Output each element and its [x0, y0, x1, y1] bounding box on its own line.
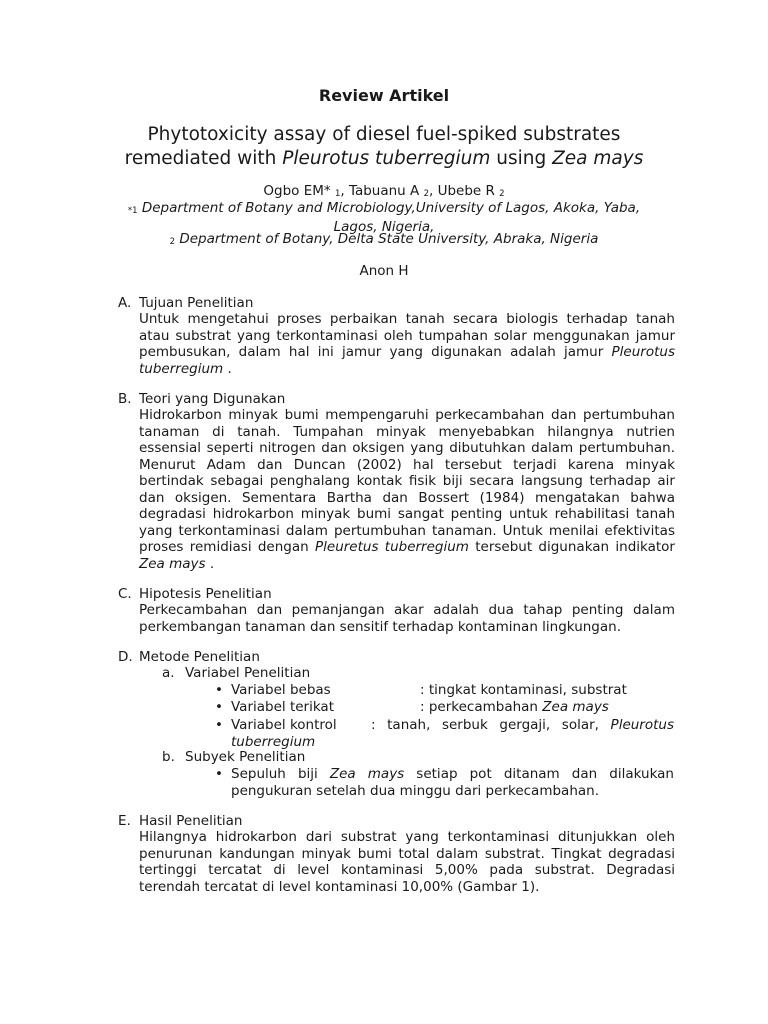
- value-word: serbuk: [441, 717, 488, 733]
- author-list: [0, 183, 768, 199]
- section-hipotesis: [118, 586, 678, 636]
- affiliation-marker: 2: [169, 237, 176, 247]
- section-letter: D.: [118, 649, 133, 665]
- subsection-heading: Subyek Penelitian: [185, 749, 306, 765]
- section-tujuan: [118, 295, 678, 375]
- species-name: Pleuretus tuberregium: [315, 539, 469, 555]
- affiliation-1-line-1: [0, 201, 768, 220]
- body-text: tersebut digunakan indikator: [468, 539, 675, 555]
- plant-name: Zea mays: [542, 699, 609, 715]
- author-name: , Ubebe R: [428, 183, 500, 199]
- body-text: Untuk mengetahui proses perbaikan tanah secara biologis terhadap tanah atau substrat yang terkontaminasi oleh tumpahan solar menggunakan jamur pembusukan, dalam hal ini jamur yang digunakan adalah jamur: [139, 311, 675, 360]
- section-body: [139, 407, 675, 572]
- variable-name: Variabel kontrol: [231, 717, 337, 733]
- bullet-icon: •: [215, 699, 223, 715]
- section-hasil: [118, 813, 678, 898]
- species-name: tuberregium: [231, 734, 316, 750]
- value-word: tanah,: [387, 717, 431, 733]
- value-word: solar,: [561, 717, 599, 733]
- plant-name: Zea mays: [329, 766, 405, 782]
- reviewer-name: Anon H: [359, 263, 409, 279]
- section-body: Perkecambahan dan pemanjangan akar adalah dua tahap penting dalam perkembangan tanaman dan sensitif terhadap kontaminan lingkungan.: [139, 602, 675, 635]
- document-type-heading: Review Artikel: [318, 86, 450, 105]
- subsection-heading: Variabel Penelitian: [185, 665, 311, 681]
- section-body: Hilangnya hidrokarbon dari substrat yang terkontaminasi ditunjukkan oleh penurunan kandungan minyak bumi total dalam substrat. Tingkat degradasi tertinggi tercatat di level kontaminasi 5,00% pada substrat. Degradasi terendah tercatat di level kontaminasi 10,00% (Gambar 1).: [139, 829, 675, 895]
- variable-value: : tingkat kontaminasi, substrat: [420, 682, 627, 698]
- affiliation-1-line-2: Lagos, Nigeria,: [333, 218, 435, 235]
- section-heading: Tujuan Penelitian: [139, 295, 254, 311]
- bullet-icon: •: [215, 682, 223, 698]
- author-affil-index: 2: [423, 189, 429, 199]
- section-heading: Hipotesis Penelitian: [139, 586, 272, 602]
- value-word: gergaji,: [499, 717, 551, 733]
- body-text: .: [205, 555, 215, 572]
- affiliation-text: Department of Botany, Delta State University, Abraka, Nigeria: [175, 231, 599, 247]
- species-name: Pleurotus: [610, 717, 674, 733]
- author-name: , Tabuanu A: [340, 183, 424, 199]
- subsection-letter: b.: [162, 749, 175, 765]
- author-affil-index: 2: [499, 189, 505, 199]
- title-line-2: [0, 147, 768, 171]
- affiliation-1: [0, 201, 768, 235]
- plant-name: Zea mays: [139, 555, 206, 572]
- body-text: setiap pot ditanam dan dilakukan pengukuran setelah dua minggu dari perkecambahan.: [231, 766, 674, 799]
- title-plant: Zea mays: [552, 148, 644, 169]
- subject-description: [231, 766, 674, 799]
- section-body: [139, 311, 675, 377]
- value-word: :: [371, 717, 376, 733]
- variable-value: [371, 717, 674, 734]
- title-text: remediated with: [124, 148, 283, 169]
- affiliation-marker: *1: [127, 206, 138, 216]
- section-teori: [118, 391, 678, 576]
- variable-name: Variabel bebas: [231, 682, 331, 698]
- body-text: .: [223, 360, 232, 377]
- section-letter: E.: [118, 813, 131, 829]
- body-text: Sepuluh biji: [231, 766, 330, 782]
- section-metode: [118, 649, 678, 804]
- author-name: Ogbo EM*: [263, 183, 335, 199]
- section-heading: Teori yang Digunakan: [139, 391, 286, 407]
- affiliation-text: Department of Botany and Microbiology,University of Lagos, Akoka, Yaba,: [137, 200, 641, 216]
- species-name: Pleurotus tuberregium: [139, 344, 675, 377]
- title-line-1: Phytotoxicity assay of diesel fuel-spiked substrates: [147, 124, 621, 145]
- title-text: using: [490, 148, 553, 169]
- variable-name: Variabel terikat: [231, 699, 334, 715]
- article-title: [0, 123, 768, 171]
- section-letter: B.: [118, 391, 132, 407]
- variable-value: [420, 699, 609, 716]
- affiliation-2: [0, 232, 768, 251]
- section-letter: C.: [118, 586, 132, 602]
- section-heading: Hasil Penelitian: [139, 813, 243, 829]
- variable-value-text: : perkecambahan: [420, 699, 543, 715]
- bullet-icon: •: [215, 766, 223, 782]
- body-text: Hidrokarbon minyak bumi mempengaruhi perkecambahan dan pertumbuhan tanaman di tanah. Tumpahan minyak menyebabkan hilangnya nutrien essensial seperti nitrogen dan oksigen yang dibutuhkan dalam pertumbuhan. Menurut Adam dan Duncan (2002) hal tersebut terjadi karena minyak bertindak sebagai penghalang kontak fisik biji secara langsung terhadap air dan oksigen. Sementara Bartha dan Bossert (1984) mengatakan bahwa degradasi hidrokarbon minyak bumi sangat penting untuk rehabilitasi tanah yang terkontaminasi dalam pertumbuhan tanaman. Untuk menilai efektivitas proses remidiasi dengan: [139, 407, 675, 555]
- subsection-letter: a.: [162, 665, 175, 681]
- section-letter: A.: [118, 295, 132, 311]
- title-species: Pleurotus tuberregium: [282, 148, 491, 169]
- section-heading: Metode Penelitian: [139, 649, 260, 665]
- bullet-icon: •: [215, 717, 223, 733]
- author-affil-index: 1: [334, 189, 341, 199]
